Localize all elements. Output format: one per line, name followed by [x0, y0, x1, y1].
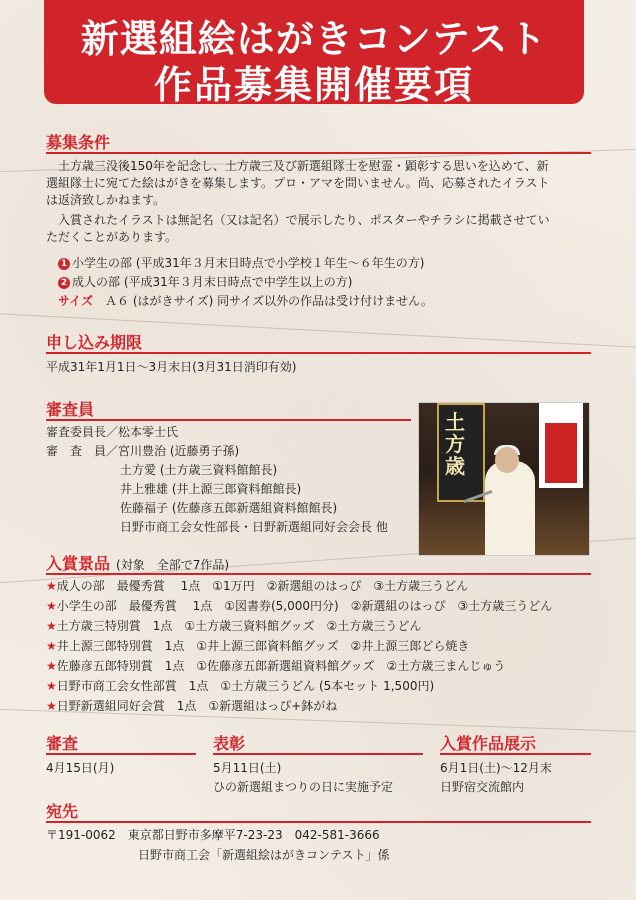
section-rule: [440, 753, 591, 755]
prize-item: [46, 678, 434, 695]
text-line: は返済致しかねます。: [46, 193, 166, 207]
section-title-tenji: 入賞作品展示: [440, 734, 537, 753]
prize-item: [46, 578, 468, 595]
size-text: Ａ６ (はがきサイズ) 同サイズ以外の作品は受け付けません。: [93, 294, 433, 308]
prize-text: 日野市商工会女性部賞 1点 ①土方歳三うどん (5本セット 1,500円): [56, 679, 435, 693]
text-line: ただくことがあります。: [46, 230, 178, 244]
boshu-paragraph-1: [46, 158, 549, 209]
section-title-shinsa: 審査: [46, 734, 79, 753]
star-icon: ★: [46, 699, 57, 713]
judge-chair: 審査委員長／松本零士氏: [46, 425, 179, 439]
prize-text: 成人の部 最優秀賞 1点 ①1万円 ②新選組のはっぴ ③土方歳三うどん: [56, 579, 469, 593]
number-2-icon: 2: [58, 277, 70, 289]
address-line: 〒191-0062 東京都日野市多摩平7-23-23 042-581-3666: [46, 828, 380, 842]
section-title-kigen: 申し込み期限: [46, 333, 143, 352]
judge-photo: [418, 402, 590, 556]
size-label: サイズ: [58, 294, 94, 308]
prize-text: 井上源三郎特別賞 1点 ①井上源三郎資料館グッズ ②井上源三郎どら焼き: [56, 639, 470, 653]
hyosho-note: ひの新選組まつりの日に実施予定: [213, 780, 394, 794]
address-recipient: 日野市商工会「新選組絵はがきコンテスト」係: [138, 848, 390, 862]
text-line: 土方歳三没後150年を記念し、土方歳三及び新選組隊士を慰霊・顕彰する思いを込めて、新: [46, 159, 549, 173]
keihin-heading: 入賞景品: [46, 554, 111, 573]
category-1-text: 小学生の部 (平成31年３月末日時点で小学校１年生～６年生の方): [72, 256, 425, 270]
prize-item: [46, 638, 469, 655]
section-rule: [46, 152, 591, 154]
category-2: [58, 274, 352, 291]
judge-line: 日野市商工会女性部長・日野新選組同好会会長 他: [120, 520, 388, 534]
section-title-hyosho: 表彰: [213, 734, 246, 753]
kigen-text: 平成31年1月1日～3月末日(3月31日消印有効): [46, 360, 297, 374]
prize-text: 日野新選組同好会賞 1点 ①新選組はっぴ+鉢がね: [56, 699, 338, 713]
judge-line: 審 査 員／宮川豊治 (近藤勇子孫): [46, 444, 240, 458]
shinsa-date: 4月15日(月): [46, 761, 115, 775]
section-rule: [46, 419, 411, 421]
judge-line: 井上雅雄 (井上源三郎資料館館長): [120, 482, 302, 496]
judge-line: 佐藤福子 (佐藤彦五郎新選組資料館館長): [120, 501, 338, 515]
text-line: 選組隊士に宛てた絵はがきを募集します。プロ・アマを問いません。尚、応募されたイラスト: [46, 176, 550, 190]
title-line-2: 作品募集開催要項: [153, 63, 474, 107]
star-icon: ★: [46, 639, 57, 653]
prize-text: 土方歳三特別賞 1点 ①土方歳三資料館グッズ ②土方歳三うどん: [56, 619, 422, 633]
category-1: [58, 255, 424, 272]
star-icon: ★: [46, 659, 57, 673]
prize-item: [46, 598, 552, 615]
boshu-paragraph-2: [46, 212, 550, 246]
section-rule: [213, 753, 423, 755]
section-rule: [46, 352, 591, 354]
keihin-note: (対象 全部で7作品): [116, 558, 230, 572]
photo-banner: [437, 403, 485, 502]
prize-item: [46, 618, 421, 635]
photo-head: [495, 447, 519, 473]
photo-banner-text: 土方歳: [445, 410, 465, 478]
star-icon: ★: [46, 619, 57, 633]
prize-text: 佐藤彦五郎特別賞 1点 ①佐藤彦五郎新選組資料館グッズ ②土方歳三まんじゅう: [56, 659, 506, 673]
section-title-boshu: 募集条件: [46, 133, 111, 152]
photo-banner-right-red: [545, 423, 577, 483]
tenji-period: 6月1日(土)～12月末: [440, 761, 552, 775]
prize-text: 小学生の部 最優秀賞 1点 ①図書券(5,000円分) ②新選組のはっぴ ③土方歳三うどん: [56, 599, 553, 613]
title-line-1: 新選組絵はがきコンテスト: [80, 17, 548, 61]
title-banner: [44, 0, 584, 107]
text-line: 入賞されたイラストは無記名（又は記名）で展示したり、ポスターやチラシに掲載させてい: [46, 213, 550, 227]
number-1-icon: 1: [58, 258, 70, 270]
star-icon: ★: [46, 599, 57, 613]
category-2-text: 成人の部 (平成31年３月末日時点で中学生以上の方): [72, 275, 353, 289]
section-title-keihin: [46, 551, 229, 574]
star-icon: ★: [46, 679, 57, 693]
section-rule: [46, 753, 196, 755]
section-title-atesaki: 宛先: [46, 802, 79, 821]
section-title-shinsain: 審査員: [46, 400, 95, 419]
star-icon: ★: [46, 579, 57, 593]
section-rule: [46, 821, 591, 823]
prize-item: [46, 698, 337, 715]
tenji-place: 日野宿交流館内: [440, 780, 525, 794]
judge-line: 土方愛 (土方歳三資料館館長): [120, 463, 278, 477]
prize-item: [46, 658, 505, 675]
photo-figure: [485, 461, 535, 555]
size-row: [58, 293, 433, 310]
section-rule: [46, 573, 591, 575]
hyosho-date: 5月11日(土): [213, 761, 282, 775]
